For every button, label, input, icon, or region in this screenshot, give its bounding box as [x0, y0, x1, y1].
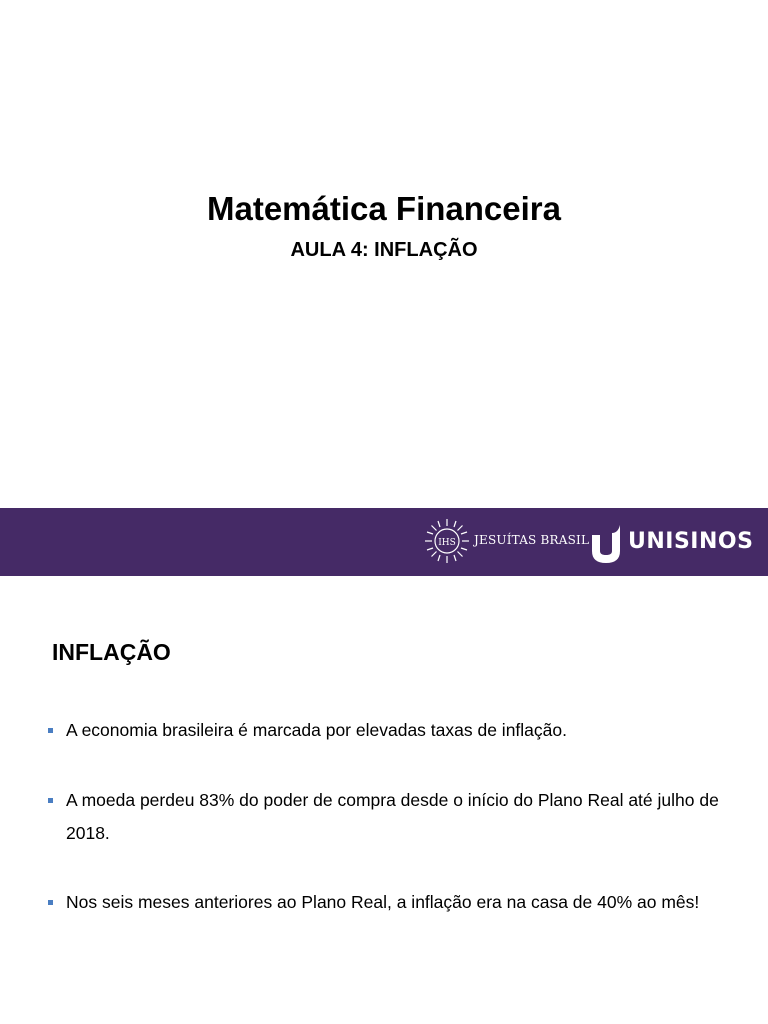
square-bullet-icon: [48, 900, 53, 905]
unisinos-u-logo-icon: [588, 521, 628, 565]
slide-title: Matemática Financeira: [207, 190, 561, 227]
bullet-item: [48, 714, 728, 747]
seal-monogram: IHS: [438, 538, 456, 548]
content-slide: [0, 576, 768, 1024]
slide-subtitle: AULA 4: INFLAÇÃO: [290, 239, 478, 261]
square-bullet-icon: [48, 798, 53, 803]
bullet-text: Nos seis meses anteriores ao Plano Real, a inflação era na casa de 40% ao mês!: [66, 892, 700, 912]
bullet-item: [48, 886, 728, 919]
bullet-text: A moeda perdeu 83% do poder de compra desde o início do Plano Real até julho de 2018.: [66, 790, 719, 843]
unisinos-logo-text: UNISINOS: [628, 529, 754, 554]
bullet-item: [48, 784, 728, 850]
jesuitas-seal-icon: [424, 518, 470, 564]
bullet-text: A economia brasileira é marcada por elevadas taxas de inflação.: [66, 720, 567, 740]
content-heading: INFLAÇÃO: [52, 639, 171, 665]
square-bullet-icon: [48, 728, 53, 733]
jesuitas-brasil-logo-text: JESUÍTAS BRASIL: [474, 533, 590, 547]
